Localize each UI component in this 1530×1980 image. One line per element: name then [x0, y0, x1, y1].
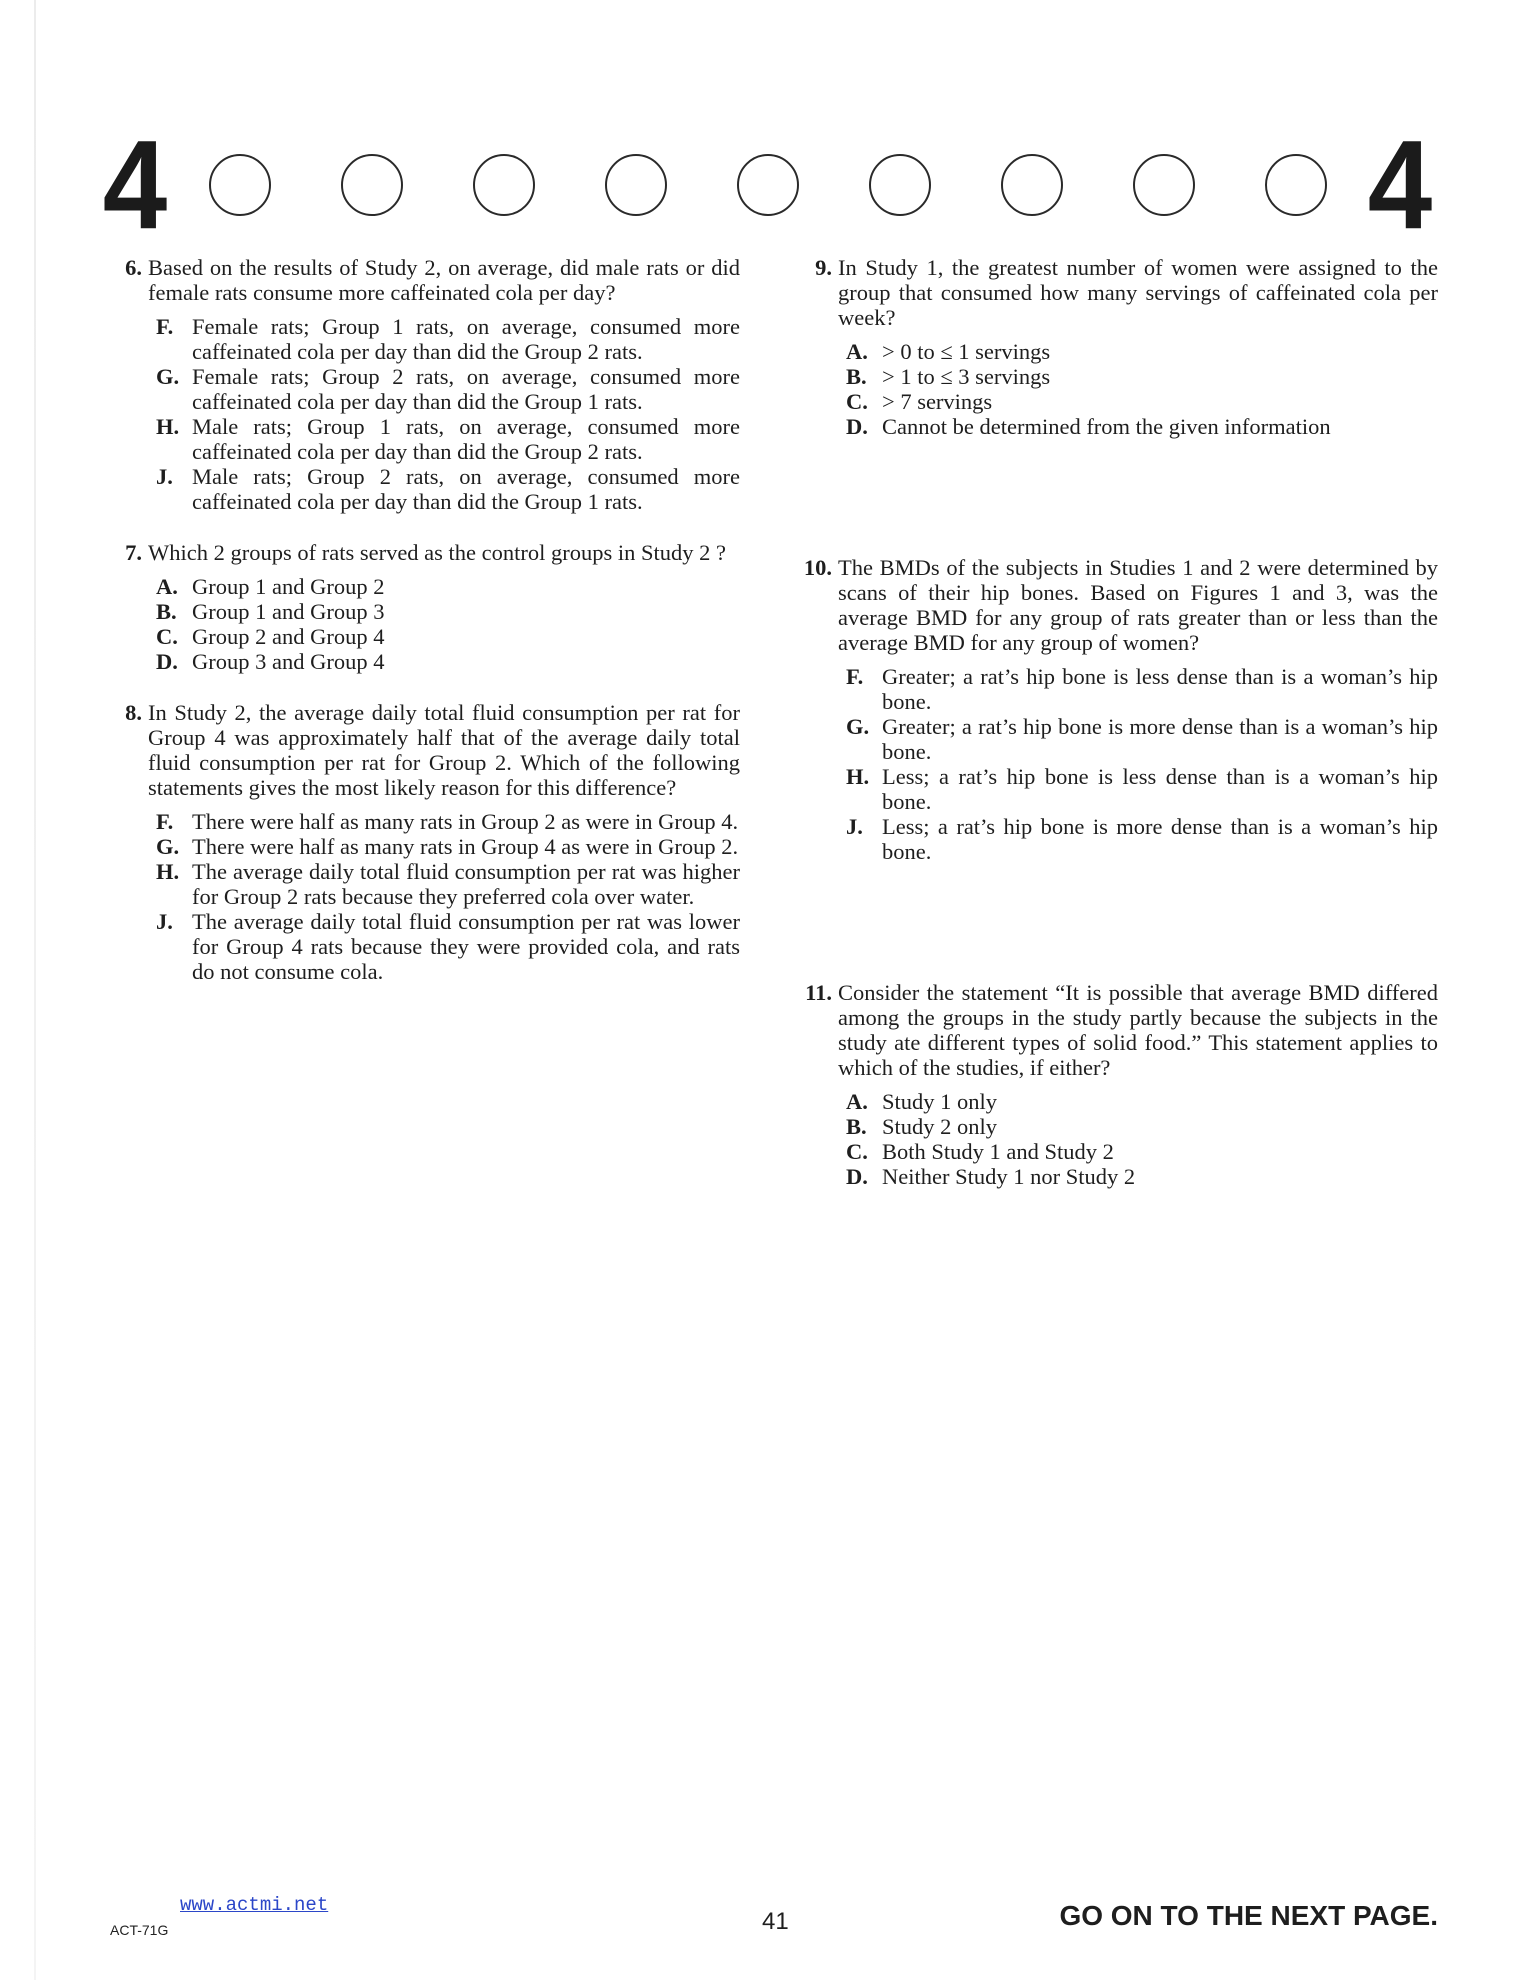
question-number: 8. [125, 700, 142, 725]
answer-options [148, 809, 740, 984]
option-text: Group 2 and Group 4 [192, 624, 385, 649]
answer-option[interactable] [846, 1089, 1438, 1114]
form-code: ACT-71G [110, 1922, 169, 1938]
option-text: > 0 to ≤ 1 servings [882, 339, 1051, 364]
answer-option[interactable] [156, 414, 740, 464]
option-text: Group 3 and Group 4 [192, 649, 385, 674]
question-8 [110, 700, 740, 984]
option-letter: H. [846, 764, 870, 789]
right-column [800, 255, 1438, 1189]
section-header [100, 114, 1435, 255]
answer-option[interactable] [156, 909, 740, 984]
option-letter: C. [156, 624, 178, 649]
answer-option[interactable] [846, 364, 1438, 389]
option-text: Cannot be determined from the given information [882, 414, 1331, 439]
option-text: > 7 servings [882, 389, 993, 414]
answer-options [148, 314, 740, 514]
section-number-right: 4 [1367, 114, 1433, 255]
answer-option[interactable] [846, 1139, 1438, 1164]
option-letter: G. [156, 834, 180, 859]
answer-option[interactable] [156, 599, 740, 624]
question-9 [800, 255, 1438, 439]
header-circle [737, 154, 799, 216]
answer-option[interactable] [846, 1114, 1438, 1139]
answer-option[interactable] [846, 664, 1438, 714]
answer-options [838, 664, 1438, 864]
answer-option[interactable] [846, 714, 1438, 764]
option-letter: D. [846, 1164, 868, 1189]
answer-option[interactable] [846, 1164, 1438, 1189]
header-circle [341, 154, 403, 216]
header-circle [1001, 154, 1063, 216]
answer-options [838, 339, 1438, 439]
header-circle [869, 154, 931, 216]
header-circle [473, 154, 535, 216]
option-letter: J. [156, 909, 173, 934]
question-number: 6. [125, 255, 142, 280]
option-text: Less; a rat’s hip bone is more dense than is a woman’s hip bone. [882, 814, 1438, 864]
option-text: Greater; a rat’s hip bone is more dense than is a woman’s hip bone. [882, 714, 1438, 764]
option-letter: D. [156, 649, 178, 674]
option-letter: G. [846, 714, 870, 739]
answer-option[interactable] [156, 314, 740, 364]
option-text: Neither Study 1 nor Study 2 [882, 1164, 1136, 1189]
option-text: Female rats; Group 2 rats, on average, consumed more caffeinated cola per day than did the Group 1 rats. [192, 364, 740, 414]
answer-option[interactable] [156, 859, 740, 909]
answer-option[interactable] [846, 764, 1438, 814]
answer-option[interactable] [156, 364, 740, 414]
answer-option[interactable] [156, 834, 740, 859]
answer-option[interactable] [156, 649, 740, 674]
option-letter: H. [156, 414, 180, 439]
option-letter: A. [846, 1089, 868, 1114]
option-letter: H. [156, 859, 180, 884]
answer-options [838, 1089, 1438, 1189]
option-letter: C. [846, 1139, 868, 1164]
option-text: Female rats; Group 1 rats, on average, consumed more caffeinated cola per day than did the Group 2 rats. [192, 314, 740, 364]
option-text: Male rats; Group 2 rats, on average, consumed more caffeinated cola per day than did the Group 1 rats. [192, 464, 740, 514]
answer-options [148, 574, 740, 674]
option-text: Less; a rat’s hip bone is less dense than is a woman’s hip bone. [882, 764, 1438, 814]
answer-option[interactable] [846, 339, 1438, 364]
question-text: In Study 1, the greatest number of women were assigned to the group that consumed how many servings of caffeinated cola per week? [838, 255, 1438, 330]
question-text: In Study 2, the average daily total fluid consumption per rat for Group 4 was approximately half that of the average daily total fluid consumption per rat for Group 2. Which of the following statements gives the most likely reason for this difference? [148, 700, 740, 800]
option-text: There were half as many rats in Group 4 as were in Group 2. [192, 834, 739, 859]
next-page-notice: GO ON TO THE NEXT PAGE. [1059, 1900, 1438, 1931]
option-text: The average daily total fluid consumption per rat was higher for Group 2 rats because they preferred cola over water. [192, 859, 740, 909]
option-text: Group 1 and Group 2 [192, 574, 385, 599]
question-7 [110, 540, 740, 674]
question-11 [800, 980, 1438, 1189]
option-letter: A. [846, 339, 868, 364]
question-number: 7. [125, 540, 142, 565]
answer-option[interactable] [156, 464, 740, 514]
question-10 [800, 555, 1438, 864]
option-letter: B. [156, 599, 177, 624]
answer-option[interactable] [846, 389, 1438, 414]
left-column [110, 255, 740, 984]
question-number: 9. [815, 255, 832, 280]
option-text: The average daily total fluid consumption per rat was lower for Group 4 rats because they were provided cola, and rats do not consume cola. [192, 909, 740, 984]
question-number: 10. [803, 555, 832, 580]
answer-option[interactable] [156, 809, 740, 834]
option-text: Study 2 only [882, 1114, 998, 1139]
option-letter: F. [156, 314, 174, 339]
question-number: 11. [805, 980, 832, 1005]
header-circle [605, 154, 667, 216]
answer-option[interactable] [156, 574, 740, 599]
option-letter: F. [156, 809, 174, 834]
option-letter: F. [846, 664, 864, 689]
question-text: Consider the statement “It is possible that average BMD differed among the groups in the study partly because the subjects in the study ate different types of solid food.” This statement applies to which of the studies, if either? [838, 980, 1438, 1080]
header-circle [1133, 154, 1195, 216]
question-text: Which 2 groups of rats served as the control groups in Study 2 ? [148, 540, 727, 565]
page-number: 41 [762, 1908, 789, 1935]
option-text: Group 1 and Group 3 [192, 599, 385, 624]
option-letter: B. [846, 364, 867, 389]
header-circle [1265, 154, 1327, 216]
answer-option[interactable] [846, 814, 1438, 864]
option-text: There were half as many rats in Group 2 as were in Group 4. [192, 809, 739, 834]
option-letter: D. [846, 414, 868, 439]
question-text: Based on the results of Study 2, on average, did male rats or did female rats consume more caffeinated cola per day? [148, 255, 740, 305]
option-text: Both Study 1 and Study 2 [882, 1139, 1114, 1164]
answer-option[interactable] [156, 624, 740, 649]
option-letter: C. [846, 389, 868, 414]
option-text: Greater; a rat’s hip bone is less dense than is a woman’s hip bone. [882, 664, 1438, 714]
answer-option[interactable] [846, 414, 1438, 439]
question-text: The BMDs of the subjects in Studies 1 and 2 were determined by scans of their hip bones. Based on Figures 1 and 3, was the average BMD for any group of rats greater than or less than the average BMD for any group of women? [838, 555, 1438, 655]
option-letter: B. [846, 1114, 867, 1139]
option-letter: A. [156, 574, 178, 599]
section-number-left: 4 [102, 114, 168, 255]
footer-link[interactable]: www.actmi.net [180, 1894, 329, 1916]
option-letter: G. [156, 364, 180, 389]
option-text: > 1 to ≤ 3 servings [882, 364, 1051, 389]
option-letter: J. [156, 464, 173, 489]
option-letter: J. [846, 814, 863, 839]
question-6 [110, 255, 740, 514]
header-circle [209, 154, 271, 216]
scan-edge [34, 0, 36, 1980]
option-text: Male rats; Group 1 rats, on average, consumed more caffeinated cola per day than did the Group 2 rats. [192, 414, 740, 464]
option-text: Study 1 only [882, 1089, 998, 1114]
header-circles [209, 154, 1327, 216]
